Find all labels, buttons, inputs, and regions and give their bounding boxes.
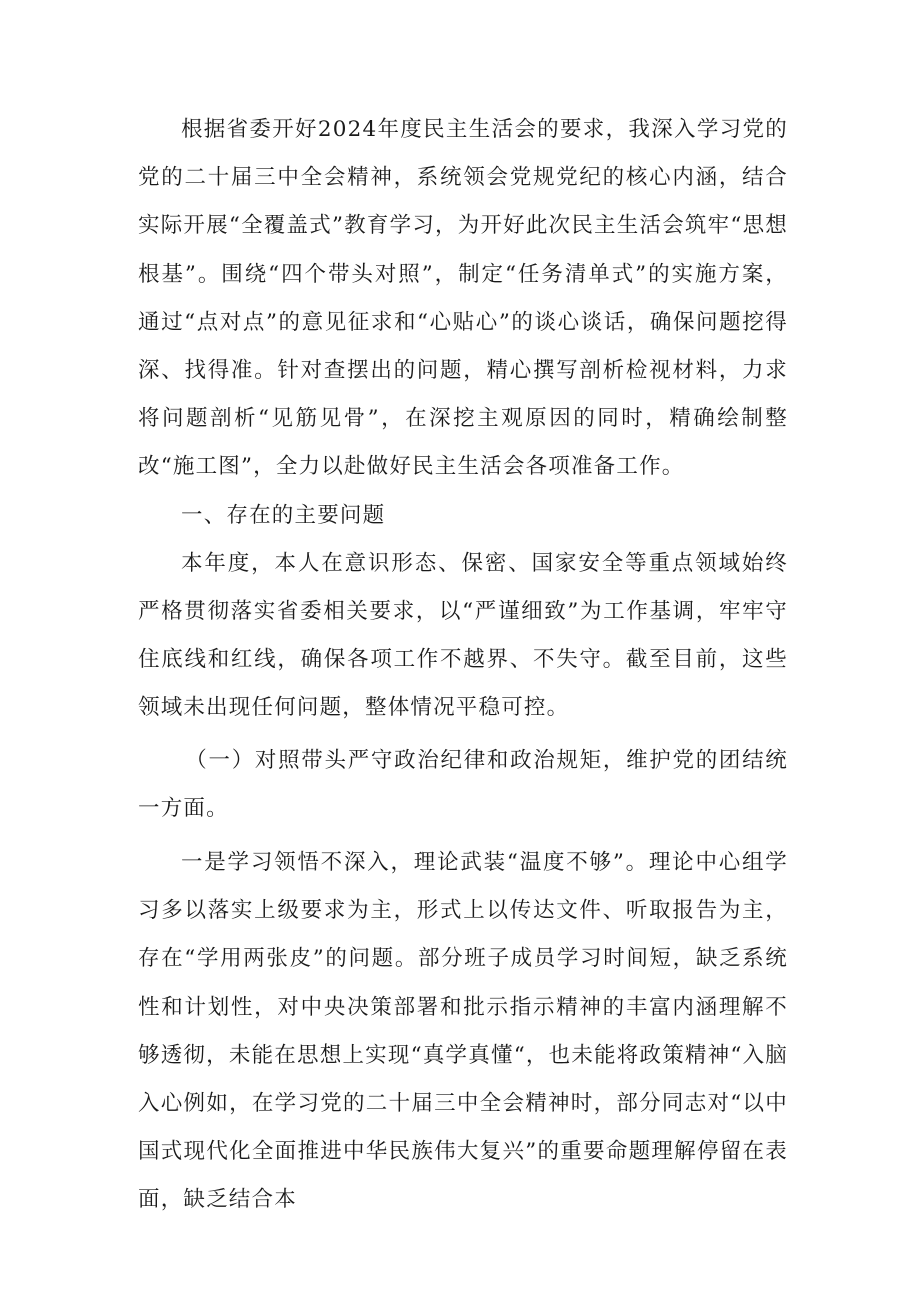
document-body [138,106,788,1225]
section-heading: 一、存在的主要问题 [181,502,386,528]
point-one-paragraph: 一是学习领悟不深入，理论武装“温度不够”。理论中心组学习多以落实上级要求为主，形式上以传达文件、听取报告为主，存在“学用两张皮”的问题。部分班子成员学习时间短，缺乏系统性和计划性，对中央决策部署和批示指示精神的丰富内涵理解不够透彻，未能在思想上实现“真学真懂“，也未能将政策精神“入脑入心例如，在学习党的二十届三中全会精神时，部分同志对“以中国式现代化全面推进中华民族伟大复兴”的重要命题理解停留在表面，缺乏结合本 [138,850,788,1213]
overview-paragraph: 本年度，本人在意识形态、保密、国家安全等重点领域始终严格贯彻落实省委相关要求，以“严谨细致”为工作基调，牢牢守住底线和红线，确保各项工作不越界、不失守。截至目前，这些领域未出现任何问题，整体情况平稳可控。 [138,550,788,721]
intro-paragraph: 根据省委开好2024年度民主生活会的要求，我深入学习党的党的二十届三中全会精神，系统领会党规党纪的核心内涵，结合实际开展“全覆盖式”教育学习，为开好此次民主生活会筑牢“思想根基”。围绕“四个带头对照”，制定“任务清单式”的实施方案，通过“点对点”的意见征求和“心贴心”的谈心谈话，确保问题挖得深、找得准。针对查摆出的问题，精心撰写剖析检视材料，力求将问题剖析“见筋见骨”，在深挖主观原因的同时，精确绘制整改“施工图”，全力以赴做好民主生活会各项准备工作。 [138,117,788,480]
sub-heading: （一）对照带头严守政治纪律和政治规矩，维护党的团结统一方面。 [138,747,788,821]
